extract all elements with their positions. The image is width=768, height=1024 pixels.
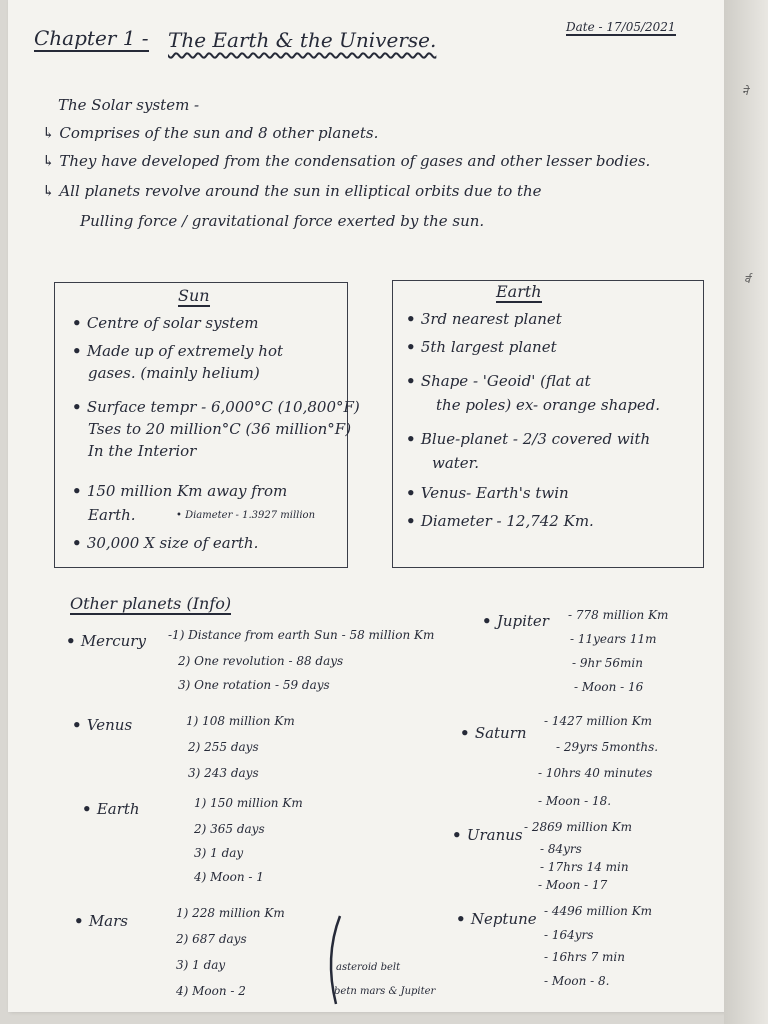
mercury-line: -1) Distance from earth Sun - 58 million Km	[168, 628, 435, 642]
solar-point: Pulling force / gravitational force exerted by the sun.	[80, 212, 485, 230]
sun-item: Tses to 20 million°C (36 million°F)	[88, 420, 352, 438]
earth-item: • 3rd nearest planet	[406, 310, 562, 328]
mars-line: 2) 687 days	[176, 932, 247, 946]
sun-item: • 150 million Km away from	[72, 482, 287, 500]
edge-mark: र्व	[744, 273, 751, 286]
chapter-label: Chapter 1 -	[34, 26, 149, 50]
sun-item: In the Interior	[88, 442, 197, 460]
earth-line: 3) 1 day	[194, 846, 244, 860]
other-heading: Other planets (Info)	[70, 594, 232, 613]
solar-point: ↳ Comprises of the sun and 8 other planets.	[42, 124, 378, 142]
earth-line: 2) 365 days	[194, 822, 265, 836]
saturn-line: - 1427 million Km	[544, 714, 653, 728]
sun-item: • Made up of extremely hot	[72, 342, 283, 360]
earth-line: 4) Moon - 1	[194, 870, 264, 884]
solar-point: ↳ All planets revolve around the sun in elliptical orbits due to the	[42, 182, 542, 200]
sun-item: Earth.	[88, 506, 136, 524]
date: Date - 17/05/2021	[566, 20, 676, 34]
planet-name-neptune: • Neptune	[456, 910, 537, 928]
earth-item: • Blue-planet - 2/3 covered with	[406, 430, 650, 448]
venus-line: 1) 108 million Km	[186, 714, 295, 728]
earth-item: • Shape - 'Geoid' (flat at	[406, 372, 591, 390]
uranus-line: - Moon - 17	[538, 878, 608, 892]
planet-name-earth: • Earth	[82, 800, 140, 818]
mercury-line: 2) One revolution - 88 days	[178, 654, 344, 668]
planet-name-uranus: • Uranus	[452, 826, 523, 844]
planet-name-jupiter: • Jupiter	[482, 612, 549, 630]
edge-mark: ने	[742, 85, 749, 98]
sun-item: • Diameter - 1.3927 million	[176, 510, 316, 521]
venus-line: 3) 243 days	[188, 766, 259, 780]
jupiter-line: - 778 million Km	[568, 608, 669, 622]
jupiter-line: - 9hr 56min	[572, 656, 643, 670]
sun-item: gases. (mainly helium)	[88, 364, 260, 382]
solar-heading: The Solar system -	[58, 96, 200, 114]
neptune-line: - Moon - 8.	[544, 974, 610, 988]
mercury-line: 3) One rotation - 59 days	[178, 678, 330, 692]
sun-heading: Sun	[178, 286, 210, 305]
earth-item: • 5th largest planet	[406, 338, 557, 356]
earth-line: 1) 150 million Km	[194, 796, 303, 810]
uranus-line: - 17hrs 14 min	[540, 860, 629, 874]
sun-item: • Surface tempr - 6,000°C (10,800°F)	[72, 398, 360, 416]
neptune-line: - 16hrs 7 min	[544, 950, 625, 964]
planet-name-saturn: • Saturn	[460, 724, 527, 742]
adjacent-page-edge	[724, 0, 768, 1024]
sun-item: • 30,000 X size of earth.	[72, 534, 258, 552]
venus-line: 2) 255 days	[188, 740, 259, 754]
mars-line: 1) 228 million Km	[176, 906, 285, 920]
mars-note: asteroid belt	[336, 962, 401, 973]
planet-name-mercury: • Mercury	[66, 632, 146, 650]
jupiter-line: - Moon - 16	[574, 680, 644, 694]
mars-line: 3) 1 day	[176, 958, 226, 972]
planet-name-venus: • Venus	[72, 716, 132, 734]
neptune-line: - 164yrs	[544, 928, 594, 942]
mars-note: betn mars & Jupiter	[334, 986, 436, 997]
chapter-title: The Earth & the Universe.	[168, 28, 437, 52]
planet-name-mars: • Mars	[74, 912, 128, 930]
earth-heading: Earth	[496, 282, 542, 301]
uranus-line: - 84yrs	[540, 842, 582, 856]
earth-item: water.	[432, 454, 479, 472]
earth-item: the poles) ex- orange shaped.	[436, 396, 661, 414]
earth-item: • Venus- Earth's twin	[406, 484, 569, 502]
solar-point: ↳ They have developed from the condensation of gases and other lesser bodies.	[42, 152, 650, 170]
uranus-line: - 2869 million Km	[524, 820, 633, 834]
jupiter-line: - 11years 11m	[570, 632, 657, 646]
mars-line: 4) Moon - 2	[176, 984, 246, 998]
earth-item: • Diameter - 12,742 Km.	[406, 512, 594, 530]
neptune-line: - 4496 million Km	[544, 904, 653, 918]
saturn-line: - 10hrs 40 minutes	[538, 766, 653, 780]
saturn-line: - 29yrs 5months.	[556, 740, 659, 754]
notebook-page	[8, 0, 724, 1012]
sun-item: • Centre of solar system	[72, 314, 258, 332]
saturn-line: - Moon - 18.	[538, 794, 612, 808]
